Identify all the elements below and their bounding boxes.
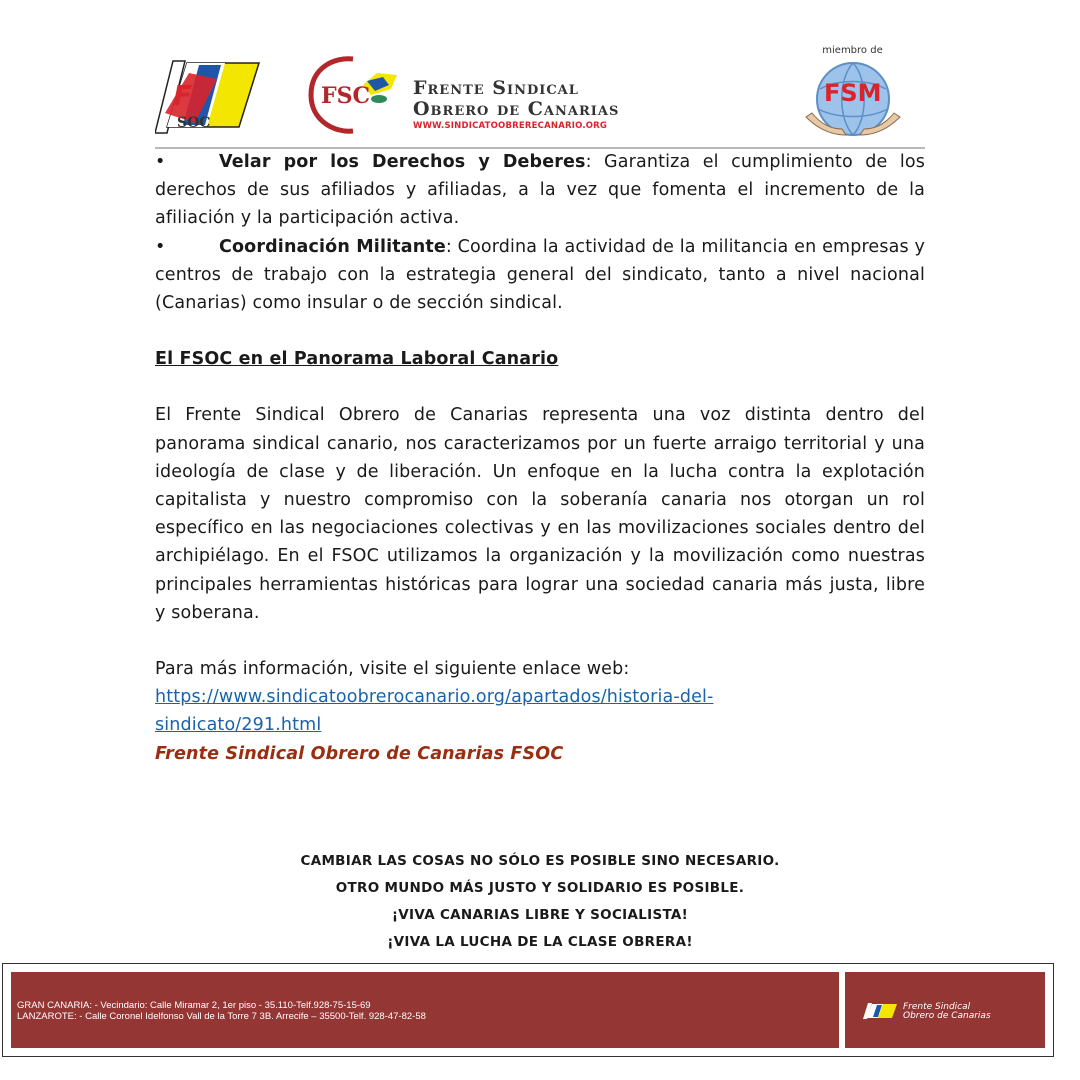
slogan-1: CAMBIAR LAS COSAS NO SÓLO ES POSIBLE SINO NECESARIO.: [300, 853, 780, 869]
footer-logo-text: [903, 1003, 991, 1021]
fsm-mark-text: FSM: [824, 79, 882, 107]
bullet2-text: : Coordina la actividad de la militancia en empresas y centros de trabajo con la estrategia general del sindicato, tanto a nivel nacional (Canarias) como insular o de sección sindical.: [155, 236, 925, 314]
fsm-member-label: miembro de: [822, 45, 883, 56]
address-lanzarote: LANZAROTE: - Calle Coronel Idelfonso Vall de la Torre 7 3B. Arrecife – 35500-Telf. 928-47-82-58: [17, 1011, 426, 1022]
slogan-2: OTRO MUNDO MÁS JUSTO Y SOLIDARIO ES POSIBLE.: [335, 880, 745, 896]
slogan-4: ¡VIVA LA LUCHA DE LA CLASE OBRERA!: [387, 934, 693, 950]
bullet-coordinacion: [155, 233, 925, 318]
bullet1-text: : Garantiza el cumplimiento de los derechos de sus afiliados y afiliadas, a la vez que fomenta el incremento de la afiliación y la participación activa.: [155, 152, 925, 229]
slogans: [155, 848, 925, 956]
org-url: WWW.SINDICATOOBRERECANARIO.ORG: [413, 121, 608, 131]
address-gran-canaria: GRAN CANARIA: - Vecindario: Calle Miramar 2, 1er piso - 35.110-Telf.928-75-15-69: [17, 1000, 371, 1011]
org-title: [413, 79, 619, 119]
fsoc-mini-logo-icon: [863, 1002, 899, 1020]
org-title-line2: Obrero de Canarias: [413, 98, 620, 120]
history-link-line1[interactable]: https://www.sindicatoobrerocanario.org/apartados/historia-del-: [155, 687, 714, 708]
soc-logo: [155, 53, 263, 135]
page-footer: [2, 963, 1054, 1057]
footer-logo-line1: Frente Sindical: [903, 1002, 971, 1012]
fsm-logo: [780, 45, 925, 140]
org-title-line1: Frente Sindical: [413, 77, 579, 99]
history-link-line2[interactable]: sindicato/291.html: [155, 715, 322, 736]
history-link[interactable]: [155, 683, 925, 739]
bullet-icon: •: [155, 236, 166, 257]
bullet2-label: Coordinación Militante: [219, 236, 446, 257]
bullet-icon: •: [155, 152, 166, 172]
slogan-3: ¡VIVA CANARIAS LIBRE Y SOCIALISTA!: [391, 907, 689, 923]
body-paragraph: El Frente Sindical Obrero de Canarias representa una voz distinta dentro del panorama sindical canario, nos caracterizamos por un fuerte arraigo territorial y una ideología de clase y de liberación. Un enfoque en la lucha contra la explotación capitalista y nuestro compromiso con la soberanía canaria nos otorgan un rol específico en las negociaciones colectivas y en las movilizaciones sociales dentro del archipiélago. En el FSOC utilizamos la organización y la movilización como nuestras principales herramientas históricas para lograr una sociedad canaria más justa, libre y soberana.: [155, 405, 925, 623]
fsc-mark-text: FSC: [321, 83, 371, 109]
footer-address-band: [11, 972, 839, 1048]
more-info-text: Para más información, visite el siguiente enlace web:: [155, 659, 630, 680]
footer-addresses: [17, 1000, 426, 1022]
bullet-derechos: [155, 148, 925, 233]
fsc-logo: [305, 55, 705, 135]
section-title: El FSOC en el Panorama Laboral Canario: [155, 349, 559, 370]
document-body: [155, 148, 925, 768]
footer-logo-line2: Obrero de Canarias: [903, 1011, 991, 1021]
bullet1-label: Velar por los Derechos y Deberes: [219, 152, 586, 172]
footer-logo: [845, 972, 1045, 1048]
signature: Frente Sindical Obrero de Canarias FSOC: [155, 743, 564, 764]
svg-text:SOC: SOC: [177, 115, 211, 131]
svg-text:F: F: [173, 79, 193, 112]
letterhead: [155, 45, 925, 145]
